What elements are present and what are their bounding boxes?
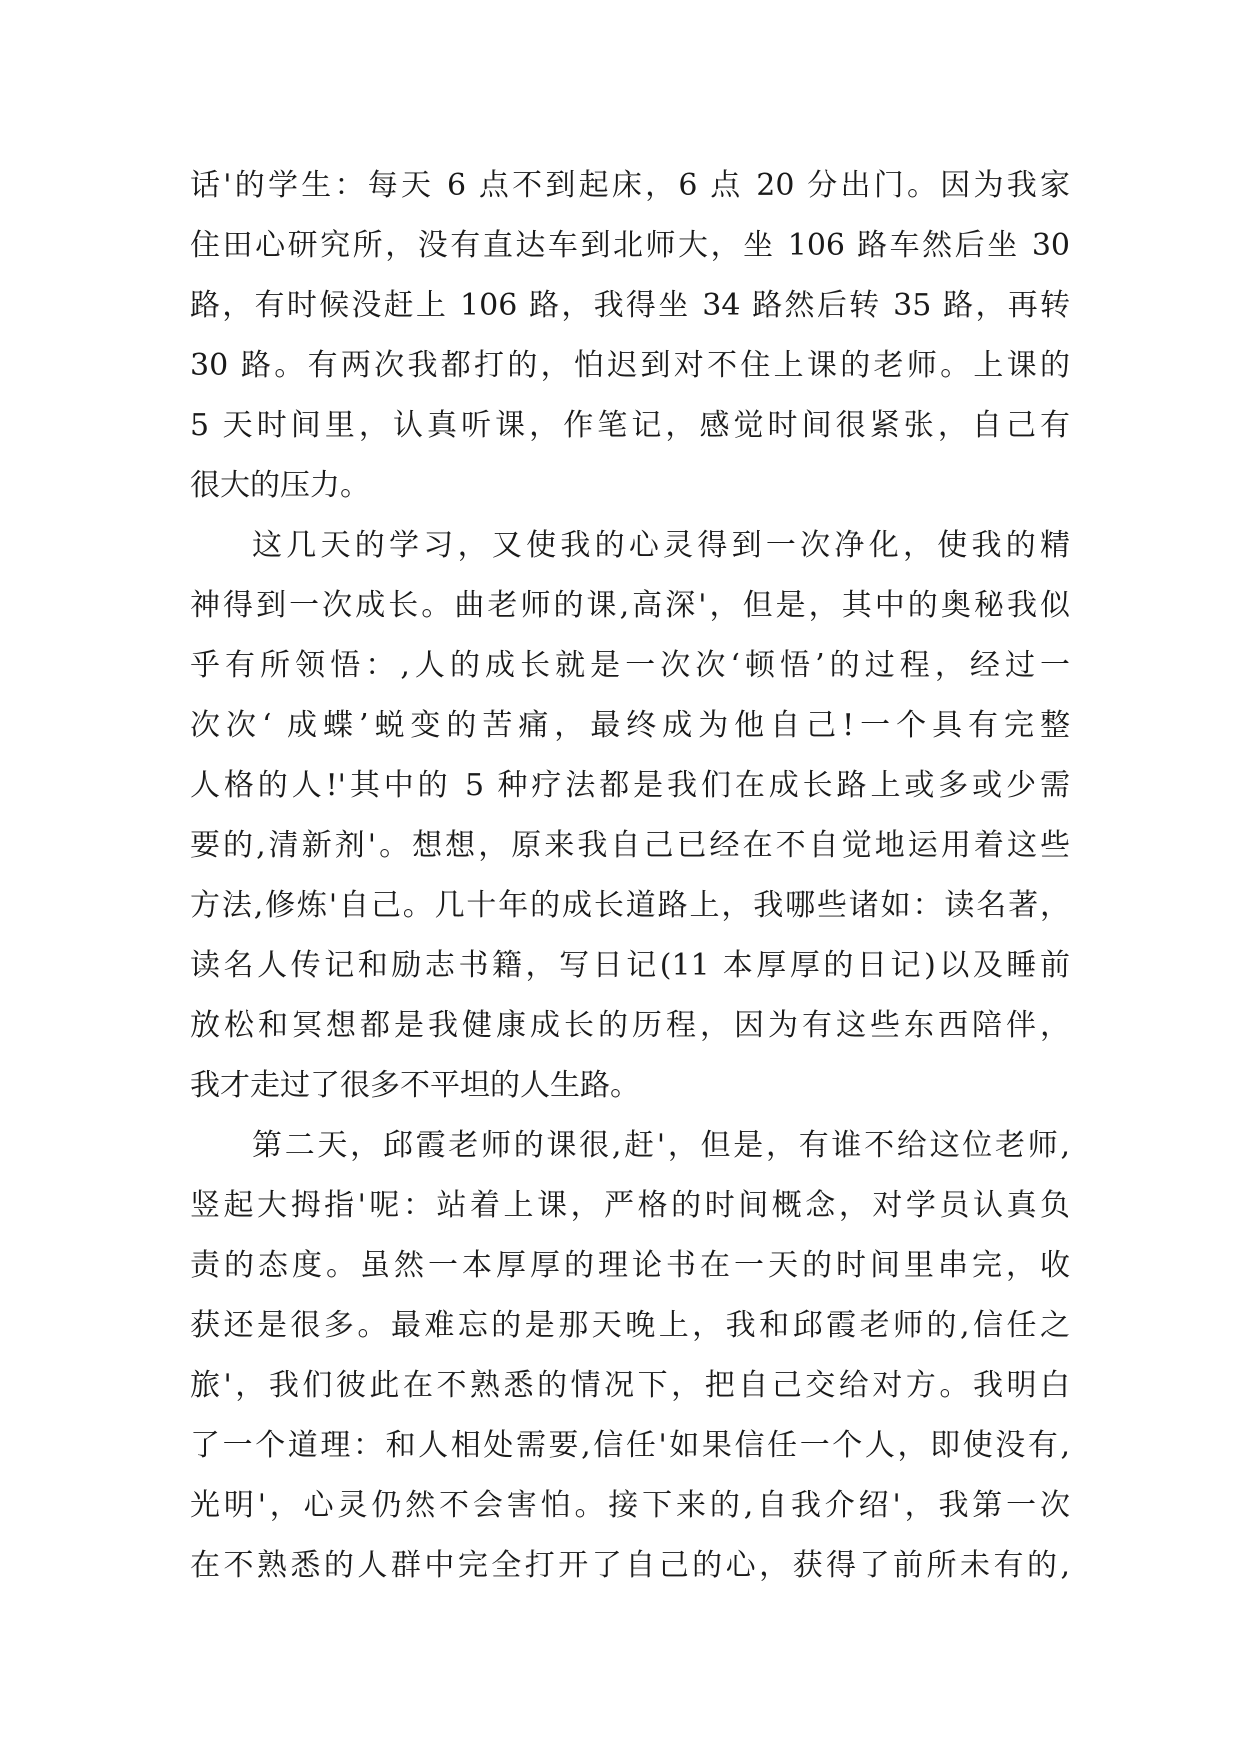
text-line: 要的,清新剂'。想想，原来我自己已经在不自觉地运用着这些 bbox=[190, 828, 1070, 863]
text-line: 光明'，心灵仍然不会害怕。接下来的,自我介绍'，我第一次 bbox=[190, 1488, 1070, 1523]
text-line: 住田心研究所，没有直达车到北师大，坐 106 路车然后坐 30 bbox=[190, 228, 1070, 263]
text-line: 我才走过了很多不平坦的人生路。 bbox=[190, 1068, 640, 1103]
text-line: 话'的学生：每天 6 点不到起床，6 点 20 分出门。因为我家 bbox=[190, 168, 1070, 203]
text-line: 乎有所领悟：,人的成长就是一次次‘顿悟’的过程，经过一 bbox=[190, 648, 1070, 683]
text-line: 次次‘ 成蝶’蜕变的苦痛，最终成为他自己!一个具有完整 bbox=[190, 708, 1070, 743]
text-line: 神得到一次成长。曲老师的课,高深'，但是，其中的奥秘我似 bbox=[190, 588, 1070, 623]
text-line: 获还是很多。最难忘的是那天晚上，我和邱霞老师的,信任之 bbox=[190, 1308, 1070, 1343]
text-line: 很大的压力。 bbox=[190, 468, 370, 503]
text-line: 方法,修炼'自己。几十年的成长道路上，我哪些诸如：读名著， bbox=[190, 888, 1070, 923]
paragraph-first-line: 这几天的学习，又使我的心灵得到一次净化，使我的精 bbox=[252, 528, 1070, 563]
text-line: 路，有时候没赶上 106 路，我得坐 34 路然后转 35 路，再转 bbox=[190, 288, 1070, 323]
text-line: 读名人传记和励志书籍，写日记(11 本厚厚的日记)以及睡前 bbox=[190, 948, 1070, 983]
text-line: 5 天时间里，认真听课，作笔记，感觉时间很紧张，自己有 bbox=[190, 408, 1070, 443]
text-line: 放松和冥想都是我健康成长的历程，因为有这些东西陪伴， bbox=[190, 1008, 1070, 1043]
text-line: 人格的人!'其中的 5 种疗法都是我们在成长路上或多或少需 bbox=[190, 768, 1070, 803]
body-text bbox=[190, 156, 1070, 1596]
text-line: 了一个道理：和人相处需要,信任'如果信任一个人，即使没有, bbox=[190, 1428, 1070, 1463]
text-line: 责的态度。虽然一本厚厚的理论书在一天的时间里串完，收 bbox=[190, 1248, 1070, 1283]
text-line: 旅'，我们彼此在不熟悉的情况下，把自己交给对方。我明白 bbox=[190, 1368, 1070, 1403]
text-line: 30 路。有两次我都打的，怕迟到对不住上课的老师。上课的 bbox=[190, 348, 1070, 383]
text-line: 在不熟悉的人群中完全打开了自己的心，获得了前所未有的, bbox=[190, 1548, 1070, 1583]
paragraph-first-line: 第二天，邱霞老师的课很,赶'，但是，有谁不给这位老师, bbox=[252, 1128, 1070, 1163]
text-line: 竖起大拇指'呢：站着上课，严格的时间概念，对学员认真负 bbox=[190, 1188, 1070, 1223]
